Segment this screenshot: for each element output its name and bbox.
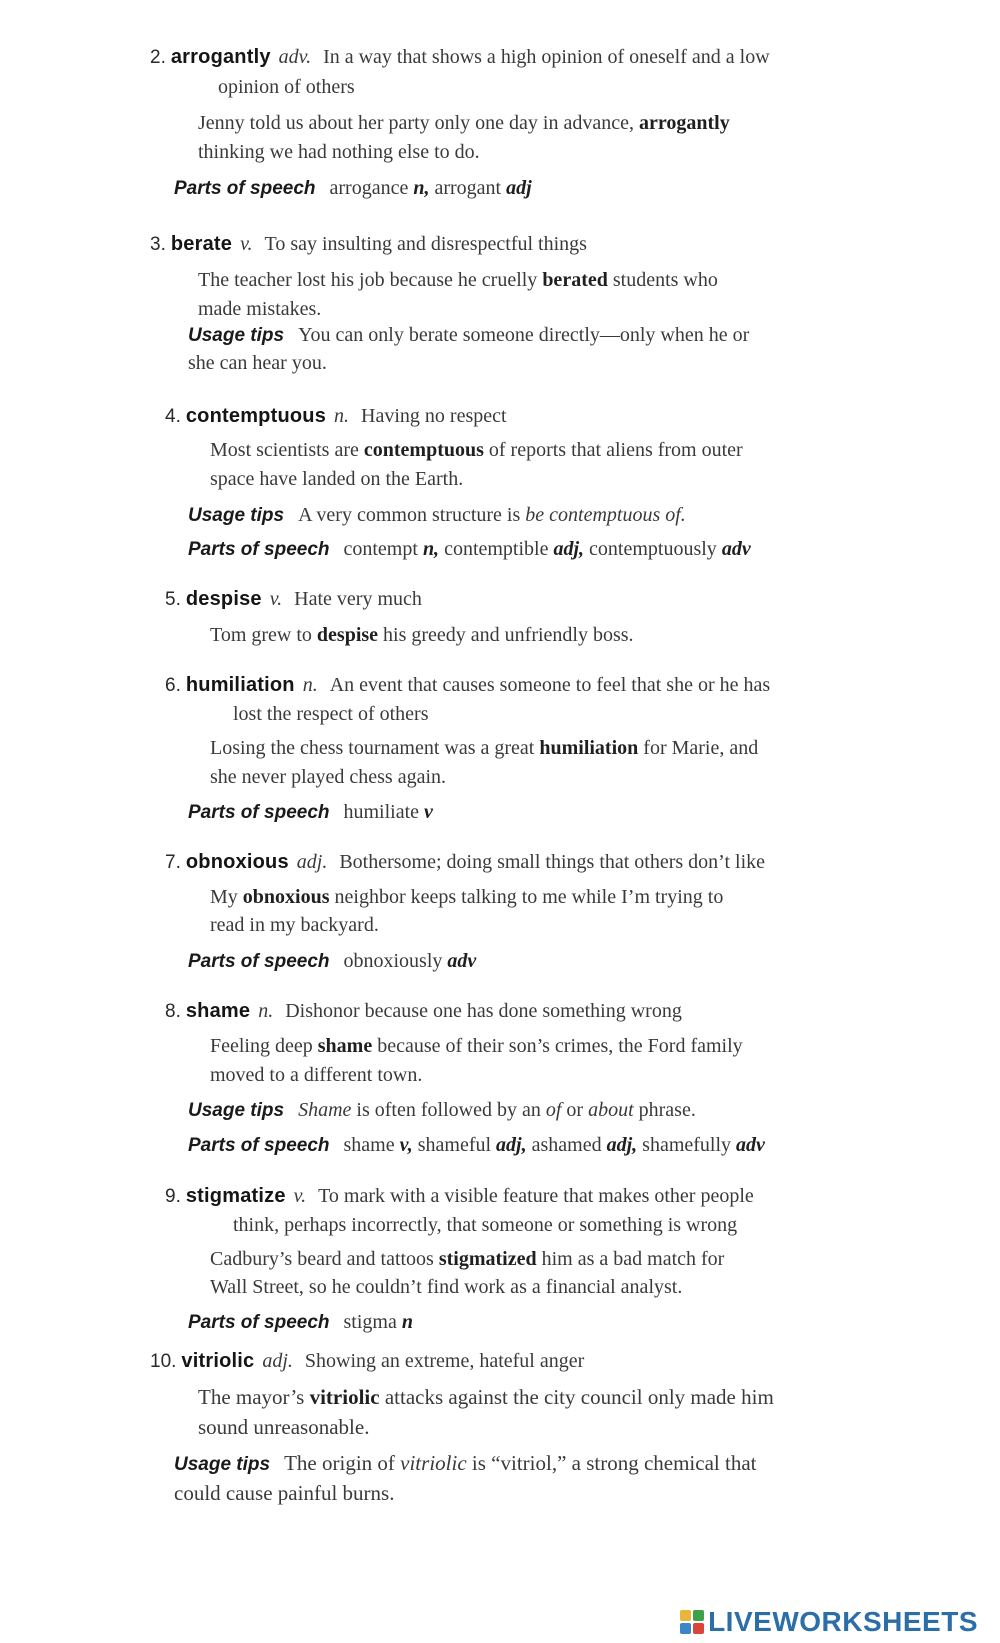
entry-7-headword: 7. obnoxious adj. Bothersome; doing small things that others don’t like xyxy=(165,851,766,873)
definition: Bothersome; doing small things that others don’t like xyxy=(339,851,766,873)
entry-6-example: Losing the chess tournament was a great humiliation for Marie, and xyxy=(210,737,759,759)
entry-4-usage-tips: Usage tips A very common structure is be contemptuous of. xyxy=(188,504,686,526)
entry-2-parts-of-speech: Parts of speech arrogance n, arrogant adj xyxy=(174,177,532,199)
entry-6-example-cont: she never played chess again. xyxy=(210,766,447,788)
entry-10-example-cont: sound unreasonable. xyxy=(198,1415,370,1439)
logo-grid-icon xyxy=(680,1610,704,1634)
headword: stigmatize xyxy=(185,1185,286,1207)
entry-4-example: Most scientists are contemptuous of reports that aliens from outer xyxy=(210,439,743,461)
definition: In a way that shows a high opinion of oneself and a low xyxy=(323,46,770,68)
entry-9-parts-of-speech: Parts of speech stigma n xyxy=(188,1311,413,1333)
entry-3-example-cont: made mistakes. xyxy=(198,298,322,320)
headword: shame xyxy=(185,1000,251,1022)
entry-10-headword: 10. vitriolic adj. Showing an extreme, hateful anger xyxy=(150,1350,585,1372)
entry-8-parts-of-speech: Parts of speech shame v, shameful adj, ashamed adj, shamefully adv xyxy=(188,1134,765,1156)
entry-6-parts-of-speech: Parts of speech humiliate v xyxy=(188,801,433,823)
definition: Showing an extreme, hateful anger xyxy=(304,1350,585,1372)
headword: obnoxious xyxy=(185,851,289,873)
entry-4-example-cont: space have landed on the Earth. xyxy=(210,468,464,490)
entry-8-usage-tips: Usage tips Shame is often followed by an of or about phrase. xyxy=(188,1099,696,1121)
entry-3-headword: 3. berate v. To say insulting and disrespectful things xyxy=(150,233,587,255)
headword: vitriolic xyxy=(181,1350,255,1372)
entry-7-example: My obnoxious neighbor keeps talking to me while I’m trying to xyxy=(210,886,724,908)
headword: despise xyxy=(185,588,262,610)
entry-3-usage-tips: Usage tips You can only berate someone directly—only when he or xyxy=(188,324,750,346)
entry-9-definition-cont: think, perhaps incorrectly, that someone or something is wrong xyxy=(233,1214,738,1236)
entry-4-parts-of-speech: Parts of speech contempt n, contemptible adj, contemptuously adv xyxy=(188,538,751,560)
entry-8-example: Feeling deep shame because of their son’s crimes, the Ford family xyxy=(210,1035,743,1057)
definition: Hate very much xyxy=(294,588,422,610)
entry-7-example-cont: read in my backyard. xyxy=(210,914,379,936)
entry-9-headword: 9. stigmatize v. To mark with a visible feature that makes other people xyxy=(165,1185,754,1207)
entry-8-example-cont: moved to a different town. xyxy=(210,1064,423,1086)
logo-text: LIVEWORKSHEETS xyxy=(708,1606,978,1637)
logo-square-4 xyxy=(693,1623,704,1634)
logo-square-1 xyxy=(680,1610,691,1621)
entry-2-definition-cont: opinion of others xyxy=(218,76,355,98)
entry-6-definition-cont: lost the respect of others xyxy=(233,703,429,725)
headword: arrogantly xyxy=(170,46,271,68)
entry-2-example-cont: thinking we had nothing else to do. xyxy=(198,141,480,163)
definition: Dishonor because one has done something wrong xyxy=(285,1000,682,1022)
headword: contemptuous xyxy=(185,405,327,427)
entry-9-example: Cadbury’s beard and tattoos stigmatized him as a bad match for xyxy=(210,1248,725,1270)
logo-square-2 xyxy=(693,1610,704,1621)
entry-8-headword: 8. shame n. Dishonor because one has done something wrong xyxy=(165,1000,682,1022)
entry-6-headword: 6. humiliation n. An event that causes someone to feel that she or he has xyxy=(165,674,771,696)
entry-3-example: The teacher lost his job because he cruelly berated students who xyxy=(198,269,718,291)
entry-4-headword: 4. contemptuous n. Having no respect xyxy=(165,405,507,427)
definition: To say insulting and disrespectful things xyxy=(264,233,587,255)
entry-10-example: The mayor’s vitriolic attacks against the city council only made him xyxy=(198,1385,774,1409)
definition: An event that causes someone to feel that she or he has xyxy=(329,674,771,696)
headword: humiliation xyxy=(185,674,295,696)
entry-5-example: Tom grew to despise his greedy and unfriendly boss. xyxy=(210,624,634,646)
entry-10-usage-tips: Usage tips The origin of vitriolic is “vitriol,” a strong chemical that xyxy=(174,1451,757,1475)
entry-5-headword: 5. despise v. Hate very much xyxy=(165,588,422,610)
liveworksheets-logo[interactable] xyxy=(680,1606,978,1638)
definition: To mark with a visible feature that makes other people xyxy=(318,1185,754,1207)
entry-2-example: Jenny told us about her party only one day in advance, arrogantly xyxy=(198,112,730,134)
definition: Having no respect xyxy=(361,405,507,427)
logo-square-3 xyxy=(680,1623,691,1634)
headword: berate xyxy=(170,233,233,255)
entry-3-usage-tips-cont: she can hear you. xyxy=(188,352,327,374)
entry-10-usage-tips-cont: could cause painful burns. xyxy=(174,1481,395,1505)
entry-9-example-cont: Wall Street, so he couldn’t find work as a financial analyst. xyxy=(210,1276,683,1298)
entry-2-headword: 2. arrogantly adv. In a way that shows a high opinion of oneself and a low xyxy=(150,46,770,68)
entry-7-parts-of-speech: Parts of speech obnoxiously adv xyxy=(188,950,477,972)
